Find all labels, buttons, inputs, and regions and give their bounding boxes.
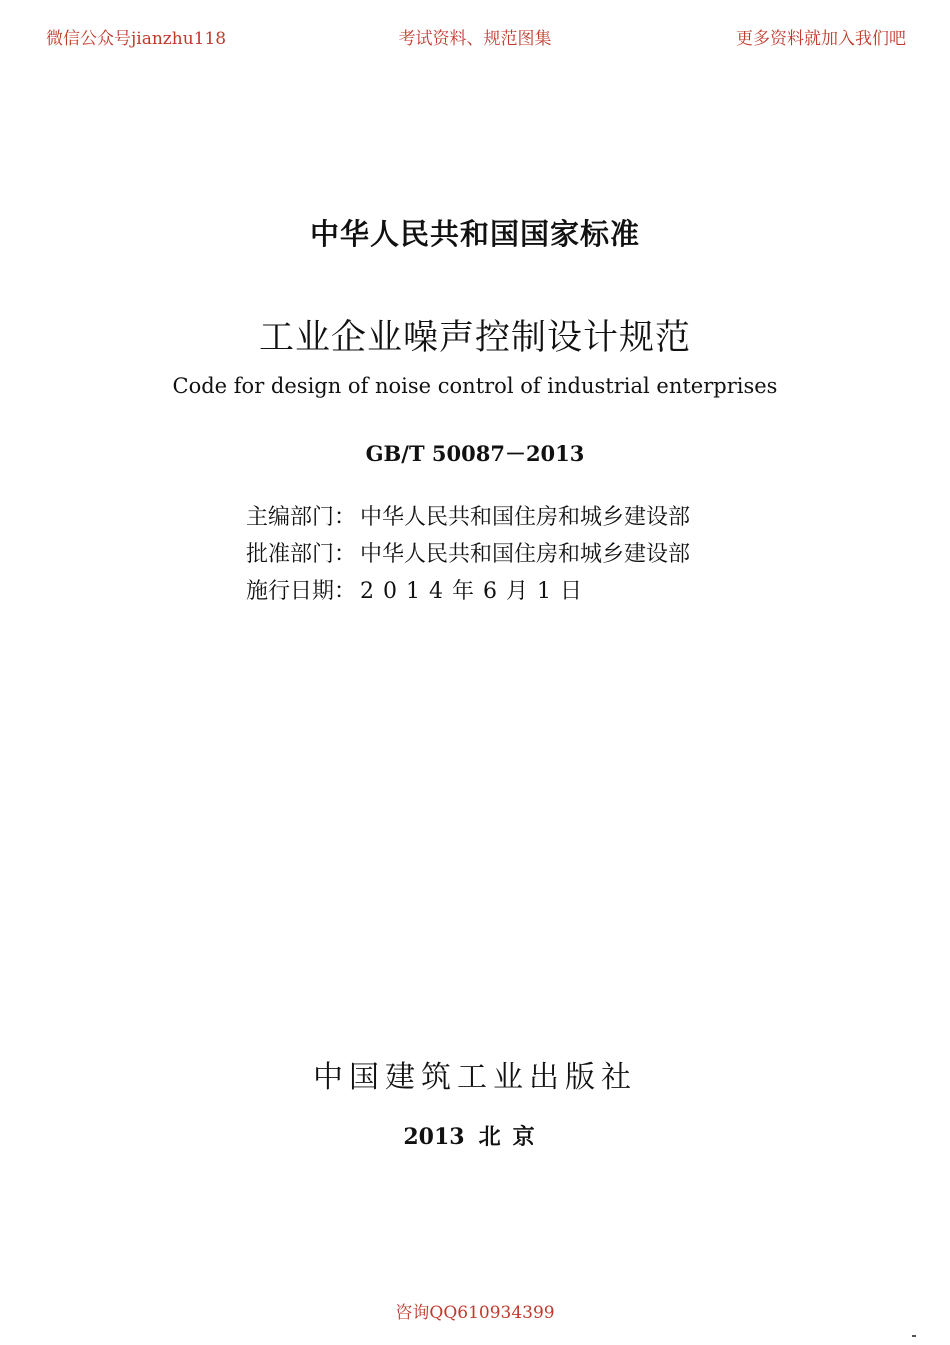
standard-number: GB/T 50087－2013 [365, 441, 585, 466]
publication-line [0, 1120, 950, 1151]
approval-department-label: 批准部门： [246, 542, 357, 567]
watermark-right: 更多资料就加入我们吧 [736, 29, 906, 49]
watermark-left: 微信公众号jianzhu118 [46, 29, 227, 49]
publisher-name: 中国建筑工业出版社 [313, 1060, 637, 1095]
publication-year: 2013 [403, 1124, 465, 1150]
standard-type: 中华人民共和国国家标准 [309, 217, 640, 251]
title-chinese: 工业企业噪声控制设计规范 [258, 318, 691, 358]
effective-date-label: 施行日期： [246, 579, 357, 604]
watermark-contact: 咨询QQ610934399 [395, 1303, 555, 1323]
title-english: Code for design of noise control of industrial enterprises [172, 374, 778, 398]
scan-mark [912, 1335, 916, 1337]
approval-department-row [246, 537, 690, 568]
chief-department-label: 主编部门： [246, 505, 357, 530]
effective-date-row [246, 574, 591, 605]
approval-department-value: 中华人民共和国住房和城乡建设部 [360, 542, 691, 567]
publication-city: 北京 [478, 1124, 547, 1150]
chief-department-value: 中华人民共和国住房和城乡建设部 [360, 505, 691, 530]
chief-department-row [246, 500, 690, 531]
watermark-center: 考试资料、规范图集 [398, 29, 552, 49]
effective-date-value: 2014年6月1日 [360, 579, 591, 604]
